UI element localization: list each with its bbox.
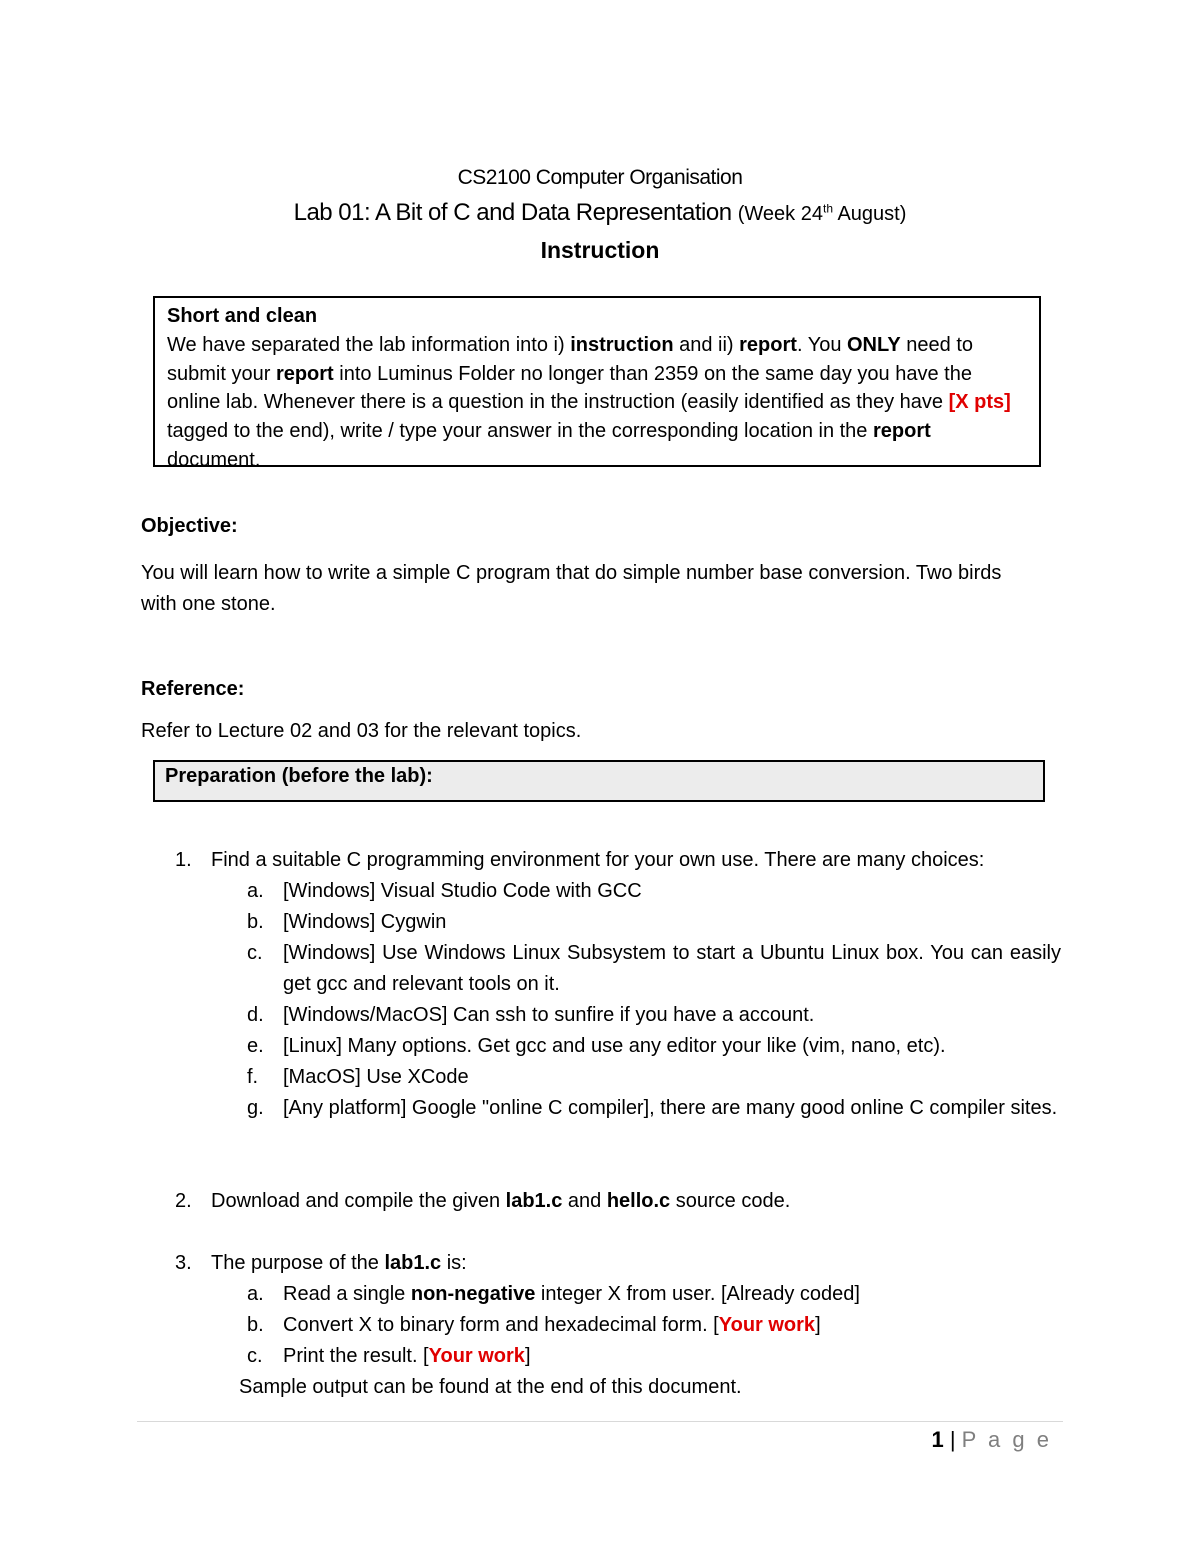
sub-item: [Windows/MacOS] Can ssh to sunfire if you have a account.	[283, 1004, 815, 1026]
sub-item: Read a single non-negative integer X from user. [Already coded]	[283, 1283, 860, 1305]
sub-letter: d.	[247, 1004, 264, 1026]
sub-letter: b.	[247, 911, 264, 933]
sample-output-note: Sample output can be found at the end of this document.	[239, 1376, 742, 1398]
lab-title	[0, 199, 1200, 227]
sub-item: [Windows] Use Windows Linux Subsystem to start a Ubuntu Linux box. You can easily get gcc and relevant tools on it.	[283, 942, 1061, 995]
reference-heading: Reference:	[141, 678, 245, 700]
step-text: Find a suitable C programming environment for your own use. There are many choices:	[211, 849, 985, 871]
page-footer: 1 | P a g e	[931, 1427, 1052, 1452]
sub-item: [Windows] Cygwin	[283, 911, 447, 933]
sub-item: [MacOS] Use XCode	[283, 1066, 469, 1088]
course-title: CS2100 Computer Organisation	[457, 166, 743, 189]
page-number: 1	[931, 1427, 944, 1452]
sub-item: Print the result. [Your work]	[283, 1345, 531, 1367]
sub-letter: c.	[247, 1345, 263, 1367]
notice-heading: Short and clean	[167, 305, 318, 327]
sub-letter: a.	[247, 1283, 264, 1305]
reference-text: Refer to Lecture 02 and 03 for the relevant topics.	[141, 720, 582, 742]
step-number: 2.	[175, 1190, 192, 1212]
step-text: Download and compile the given lab1.c and hello.c source code.	[211, 1190, 791, 1212]
objective-text: You will learn how to write a simple C program that do simple number base conversion. Two birds with one stone.	[141, 562, 1002, 615]
step-number: 3.	[175, 1252, 192, 1274]
points-tag: [X pts]	[948, 391, 1011, 414]
lab-week: (Week 24th August)	[737, 201, 907, 225]
sub-item: [Linux] Many options. Get gcc and use any editor your like (vim, nano, etc).	[283, 1035, 946, 1057]
sub-letter: b.	[247, 1314, 264, 1336]
sub-letter: g.	[247, 1097, 264, 1119]
page-label: P a g e	[961, 1427, 1052, 1452]
your-work-tag: Your work	[428, 1345, 525, 1367]
sub-letter: a.	[247, 880, 264, 902]
sub-item: [Any platform] Google "online C compiler], there are many good online C compiler sites.	[283, 1097, 1058, 1119]
preparation-box	[153, 760, 1045, 802]
sub-item: [Windows] Visual Studio Code with GCC	[283, 880, 642, 902]
sub-letter: f.	[247, 1066, 259, 1088]
sub-letter: c.	[247, 942, 263, 964]
notice-text: We have separated the lab information into i) instruction and ii) report. You ONLY need to submit your report into Luminus Folder no longer than 2359 on the same day you have the online lab. Whenever there is a question in the instruction (easily identified as they have [X pts] tagged to the end), write / type your answer in the corresponding location in the report document.	[167, 333, 1011, 471]
lab-title-text: Lab 01: A Bit of C and Data Representation	[293, 199, 732, 226]
step-number: 1.	[175, 849, 192, 871]
doc-subtitle: Instruction	[540, 237, 660, 263]
objective-heading: Objective:	[141, 515, 238, 537]
step-text: The purpose of the lab1.c is:	[211, 1252, 467, 1274]
sub-item: Convert X to binary form and hexadecimal form. [Your work]	[283, 1314, 821, 1336]
sub-letter: e.	[247, 1035, 264, 1057]
preparation-heading: Preparation (before the lab):	[165, 765, 433, 787]
your-work-tag: Your work	[718, 1314, 816, 1336]
footer-divider	[137, 1421, 1063, 1422]
notice-box	[153, 296, 1041, 471]
